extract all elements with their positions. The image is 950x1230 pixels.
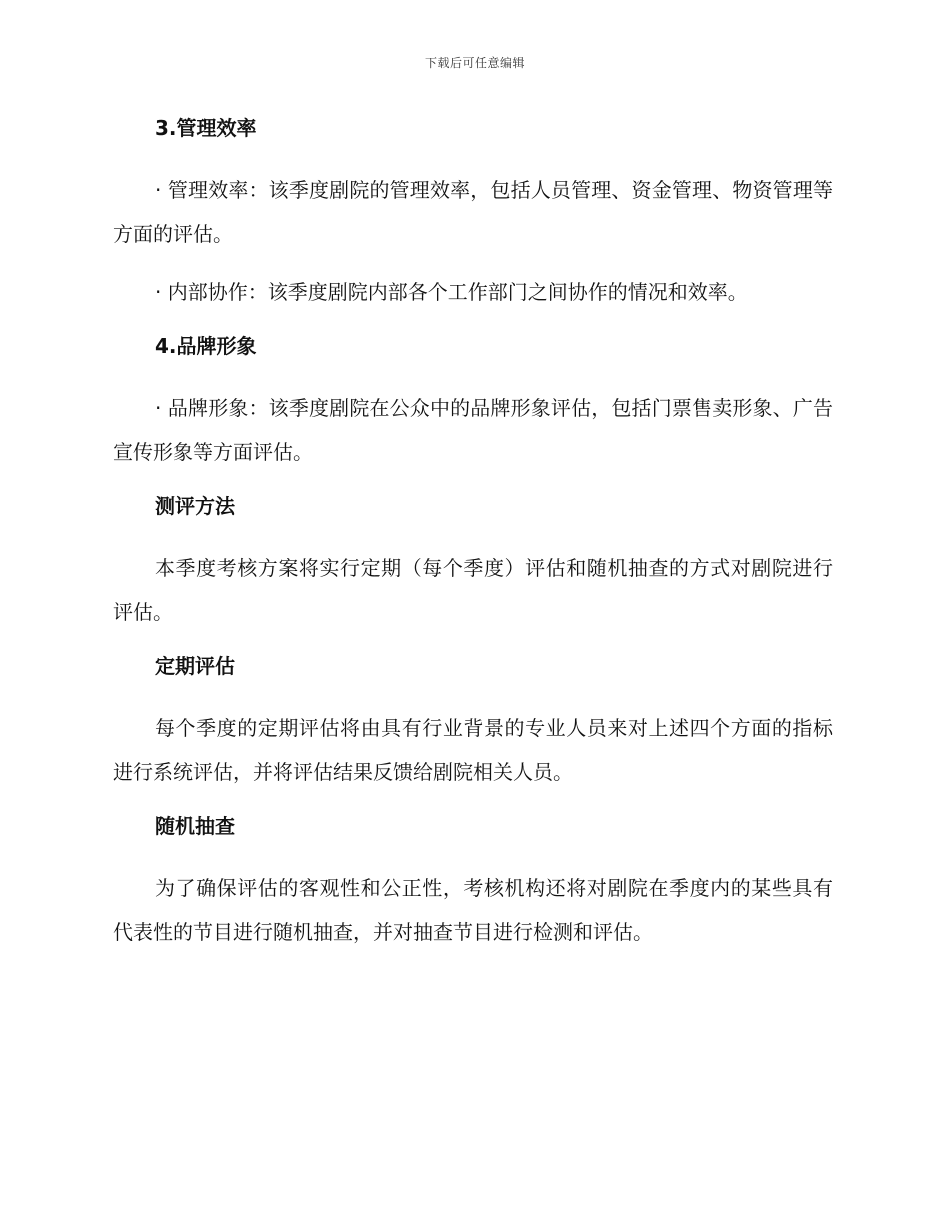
section-heading-brand-image: 4.品牌形象	[155, 334, 257, 358]
section-heading-random-inspection: 随机抽查	[155, 814, 235, 838]
paragraph-random-inspection: 为了确保评估的客观性和公正性，考核机构还将对剧院在季度内的某些具有代表性的节目进行随机抽查，并对抽查节目进行检测和评估。	[113, 876, 833, 944]
section-heading-evaluation-method: 测评方法	[155, 494, 235, 518]
document-body	[113, 110, 833, 968]
paragraph-periodic-evaluation: 每个季度的定期评估将由具有行业背景的专业人员来对上述四个方面的指标进行系统评估，并将评估结果反馈给剧院相关人员。	[113, 716, 833, 784]
paragraph-brand-image: · 品牌形象：该季度剧院在公众中的品牌形象评估，包括门票售卖形象、广告宣传形象等方面评估。	[113, 396, 833, 464]
paragraph-management-efficiency: · 管理效率：该季度剧院的管理效率，包括人员管理、资金管理、物资管理等方面的评估。	[113, 178, 833, 246]
section-heading-periodic-evaluation: 定期评估	[155, 654, 235, 678]
paragraph-evaluation-method: 本季度考核方案将实行定期（每个季度）评估和随机抽查的方式对剧院进行评估。	[113, 556, 833, 624]
section-heading-management-efficiency: 3.管理效率	[155, 116, 257, 140]
page-header: 下载后可任意编辑	[424, 56, 525, 70]
paragraph-internal-collaboration: · 内部协作：该季度剧院内部各个工作部门之间协作的情况和效率。	[155, 280, 748, 304]
